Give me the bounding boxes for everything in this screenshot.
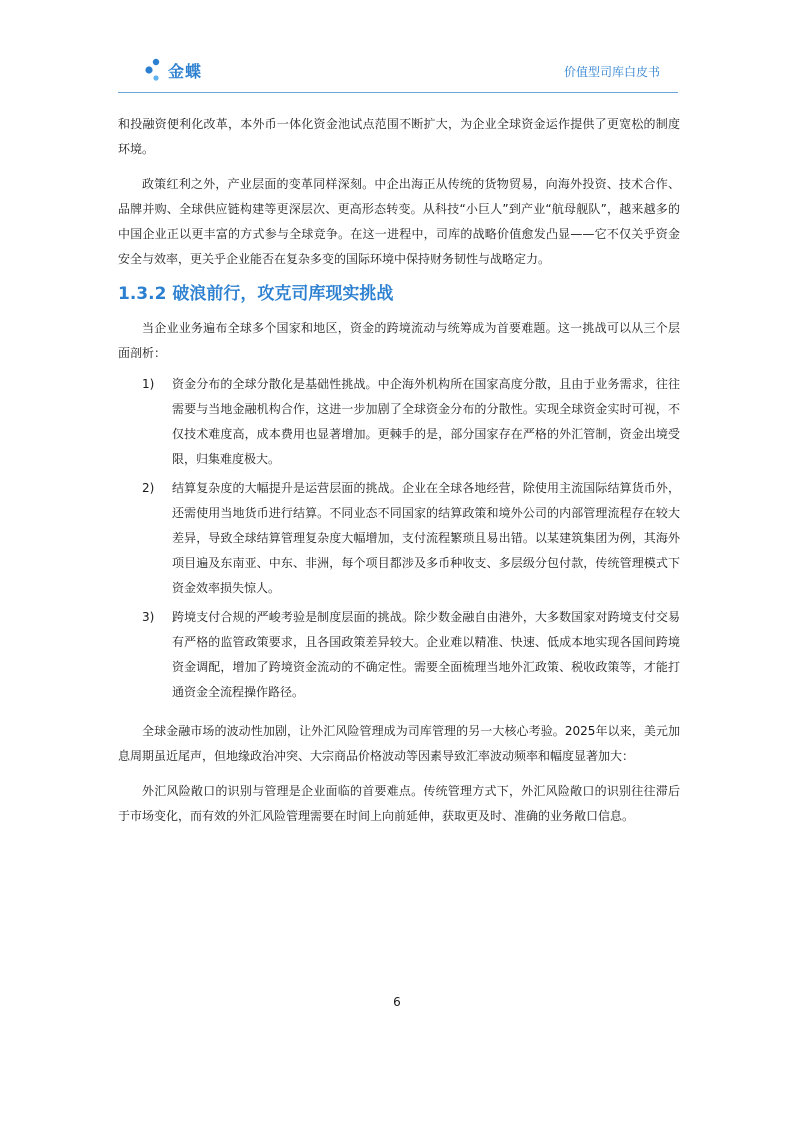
list-number: 2) xyxy=(142,481,155,495)
list-item xyxy=(118,372,680,472)
brand-name: 金蝶 xyxy=(168,61,203,81)
kingdee-dots-icon xyxy=(144,58,164,82)
list-text: 跨境支付合规的严峻考验是制度层面的挑战。除少数金融自由港外，大多数国家对跨境支付交易有严格的监管政策要求，且各国政策差异较大。企业难以精准、快速、低成本地实现各国间跨境资金调配，增加了跨境资金流动的不确定性。需要全面梳理当地外汇政策、税收政策等，才能打通资金全流程操作路径。 xyxy=(172,610,680,699)
page-body xyxy=(118,112,680,829)
paragraph: 当企业业务遍布全球多个国家和地区，资金的跨境流动与统筹成为首要难题。这一挑战可以从三个层面剖析： xyxy=(118,321,680,360)
list-number: 1) xyxy=(142,377,155,391)
list-item xyxy=(118,476,680,601)
list-item xyxy=(118,605,680,705)
paragraph: 和投融资便利化改革，本外币一体化资金池试点范围不断扩大，为企业全球资金运作提供了更宽松的制度环境。 xyxy=(118,117,680,156)
paragraph: 外汇风险敞口的识别与管理是企业面临的首要难点。传统管理方式下，外汇风险敞口的识别往往滞后于市场变化，而有效的外汇风险管理需要在时间上向前延伸，获取更及时、准确的业务敞口信息。 xyxy=(118,784,680,823)
paragraph: 政策红利之外，产业层面的变革同样深刻。中企出海正从传统的货物贸易，向海外投资、技术合作、品牌并购、全球供应链构建等更深层次、更高形态转变。从科技“小巨人”到产业“航母舰队”，越来越多的中国企业正以更丰富的方式参与全球竞争。在这一进程中，司库的战略价值愈发凸显——它不仅关乎资金安全与效率，更关乎企业能否在复杂多变的国际环境中保持财务韧性与战略定力。 xyxy=(118,177,680,266)
section-heading: 1.3.2 破浪前行，攻克司库现实挑战 xyxy=(118,284,394,304)
document-title: 价值型司库白皮书 xyxy=(563,65,660,79)
paragraph: 全球金融市场的波动性加剧，让外汇风险管理成为司库管理的另一大核心考验。2025年以来，美元加息周期虽近尾声，但地缘政治冲突、大宗商品价格波动等因素导致汇率波动频率和幅度显著加大： xyxy=(118,724,680,763)
list-text: 资金分布的全球分散化是基础性挑战。中企海外机构所在国家高度分散，且由于业务需求，往往需要与当地金融机构合作，这进一步加剧了全球资金分布的分散性。实现全球资金实时可视，不仅技术难度高，成本费用也显著增加。更棘手的是，部分国家存在严格的外汇管制，资金出境受限，归集难度极大。 xyxy=(172,377,680,466)
challenge-list xyxy=(118,372,680,705)
brand-logo xyxy=(144,56,202,84)
list-number: 3) xyxy=(142,610,155,624)
page-number: 6 xyxy=(393,995,401,1009)
list-text: 结算复杂度的大幅提升是运营层面的挑战。企业在全球各地经营，除使用主流国际结算货币外，还需使用当地货币进行结算。不同业态不同国家的结算政策和境外公司的内部管理流程存在较大差异，导致全球结算管理复杂度大幅增加，支付流程繁琐且易出错。以某建筑集团为例，其海外项目遍及东南亚、中东、非洲，每个项目都涉及多币种收支、多层级分包付款，传统管理模式下资金效率损失惊人。 xyxy=(172,481,680,595)
page-header xyxy=(118,50,678,93)
